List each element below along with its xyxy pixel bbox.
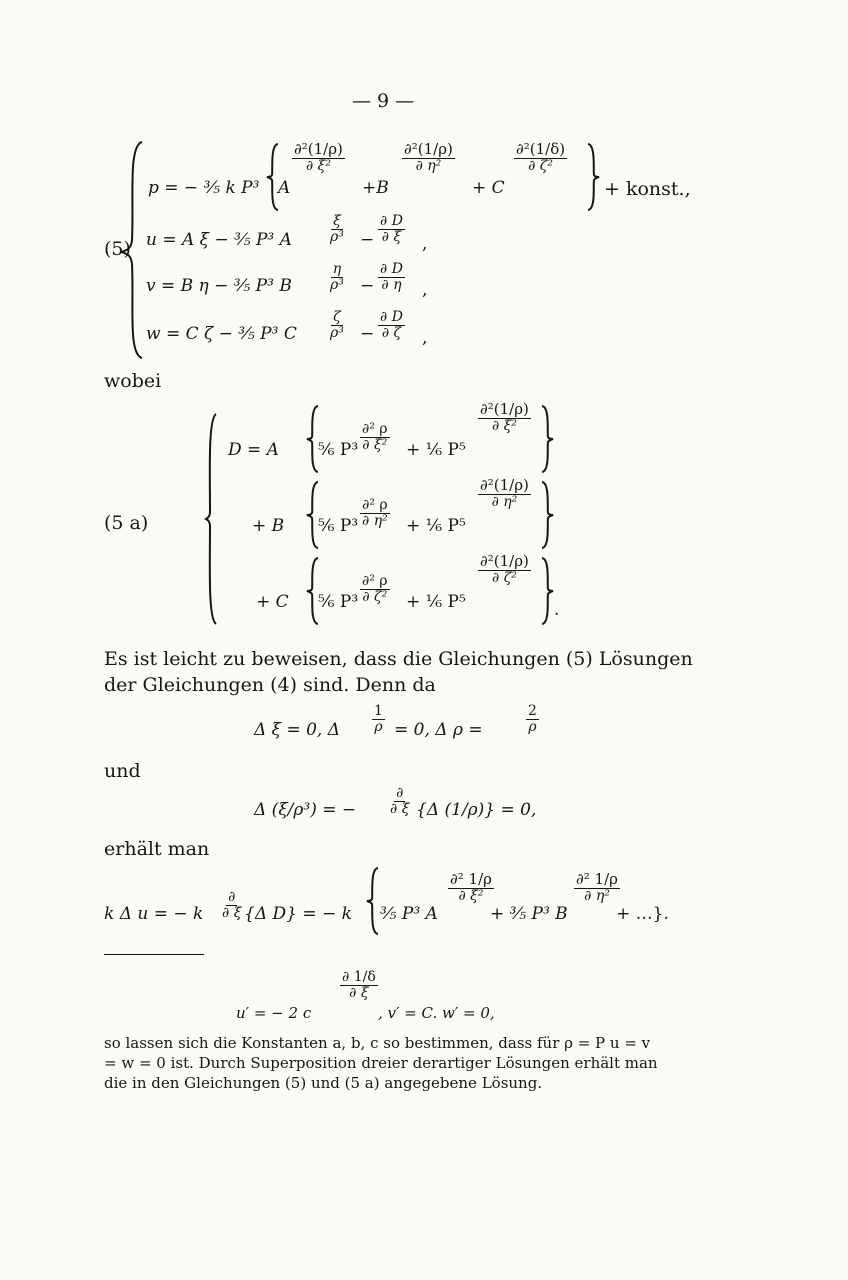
- term-p3: ⅚ P³: [318, 440, 359, 460]
- left-brace-icon: [306, 404, 320, 474]
- und: und: [104, 760, 141, 782]
- konst: + konst.,: [604, 178, 691, 200]
- coef-a: A: [278, 178, 291, 198]
- p-lhs: p = − ⅗ k P³: [148, 178, 260, 198]
- right-brace-icon: [540, 556, 554, 626]
- term-p3: ⅚ P³: [318, 516, 359, 536]
- fraction: $\frac{\text{∂² ρ}}{\text{∂ η²}}$: [362, 497, 388, 529]
- comma: ,: [422, 328, 428, 348]
- minus-sign: −: [360, 324, 375, 344]
- minus-sign: −: [360, 230, 375, 250]
- footnote-rule: [104, 954, 204, 955]
- fraction: $\frac{\zeta}{\text{ρ³}}$: [330, 309, 344, 341]
- fraction: $\frac{\text{∂²(1/ρ)}}{\text{∂ η²}}$: [480, 476, 529, 510]
- right-brace-icon: [540, 404, 554, 474]
- fraction: $\frac{1}{\rho}$: [374, 703, 383, 735]
- coef-b: +B: [362, 178, 389, 198]
- fraction: $\frac{\text{∂² ρ}}{\text{∂ ζ²}}$: [362, 573, 388, 605]
- v-lhs: v = B η − ⅗ P³ B: [146, 276, 292, 296]
- fraction: $\frac{\partial D}{\partial \xi}$: [380, 213, 403, 245]
- fraction: $\frac{\text{∂²(1/δ)}}{\text{∂ ζ²}}$: [516, 140, 566, 174]
- footnote-line: = w = 0 ist. Durch Superposition dreier derartiger Lösungen erhält man: [104, 1054, 658, 1072]
- left-brace-icon: [202, 412, 220, 626]
- equation-label: (5): [104, 238, 131, 260]
- fraction: $\frac{2}{\rho}$: [528, 703, 537, 735]
- term-p5: + ⅙ P⁵: [406, 592, 466, 612]
- minus-sign: −: [360, 276, 375, 296]
- b-term: + B: [252, 516, 285, 536]
- paragraph-line: Es ist leicht zu beweisen, dass die Gleichungen (5) Lösungen: [104, 648, 693, 670]
- u-lhs: u = A ξ − ⅗ P³ A: [146, 230, 292, 250]
- right-brace-icon: [586, 142, 600, 212]
- term-p3: ⅚ P³: [318, 592, 359, 612]
- fraction: $\frac{\partial D}{\partial \zeta}$: [380, 309, 403, 341]
- fraction: $\frac{\text{∂² ρ}}{\text{∂ ξ²}}$: [362, 421, 388, 453]
- paragraph-line: der Gleichungen (4) sind. Denn da: [104, 674, 436, 696]
- w-lhs: w = C ζ − ⅗ P³ C: [146, 324, 297, 344]
- left-brace-icon: [306, 480, 320, 550]
- left-brace-icon: [266, 142, 280, 212]
- right-brace-icon: [540, 480, 554, 550]
- fraction: $\frac{\partial}{\partial \xi}$: [390, 785, 410, 817]
- footnote-line: so lassen sich die Konstanten a, b, c so bestimmen, dass für ρ = P u = v: [104, 1034, 651, 1052]
- fraction: $\frac{\text{∂²(1/ρ)}}{\text{∂ ζ²}}$: [480, 552, 529, 586]
- fraction: $\frac{\text{∂² 1/ρ}}{\text{∂ η²}}$: [576, 870, 618, 904]
- fraction: $\frac{\text{∂²(1/ρ)}}{\text{∂ η²}}$: [404, 140, 453, 174]
- period: .: [554, 600, 560, 620]
- fraction: $\frac{\partial}{\partial \xi}$: [222, 889, 242, 921]
- term-p5: + ⅙ P⁵: [406, 440, 466, 460]
- fraction: $\frac{\text{∂²(1/ρ)}}{\text{∂ ξ²}}$: [294, 140, 343, 174]
- coef-c: + C: [472, 178, 505, 198]
- page-number: — 9 —: [352, 90, 415, 112]
- comma: ,: [422, 280, 428, 300]
- fraction: $\frac{\xi}{\text{ρ³}}$: [330, 213, 344, 245]
- erhaelt-man: erhält man: [104, 838, 210, 860]
- wobei: wobei: [104, 370, 162, 392]
- left-brace-icon: [366, 866, 380, 936]
- fraction: $\frac{\eta}{\text{ρ³}}$: [330, 261, 344, 293]
- d-lhs: D = A: [228, 440, 279, 460]
- footnote-line: die in den Gleichungen (5) und (5 a) angegebene Lösung.: [104, 1074, 543, 1092]
- fraction: $\frac{\text{∂² 1/ρ}}{\text{∂ ξ²}}$: [450, 870, 492, 904]
- equation-label: (5 a): [104, 512, 149, 534]
- left-brace-icon: [306, 556, 320, 626]
- fraction: $\frac{\text{∂²(1/ρ)}}{\text{∂ ξ²}}$: [480, 400, 529, 434]
- c-term: + C: [256, 592, 289, 612]
- fraction: $\frac{\partial D}{\partial \eta}$: [380, 261, 403, 293]
- term-p5: + ⅙ P⁵: [406, 516, 466, 536]
- fraction: $\frac{\partial 1/\delta}{\partial \xi}$: [342, 969, 376, 1001]
- comma: ,: [422, 234, 428, 254]
